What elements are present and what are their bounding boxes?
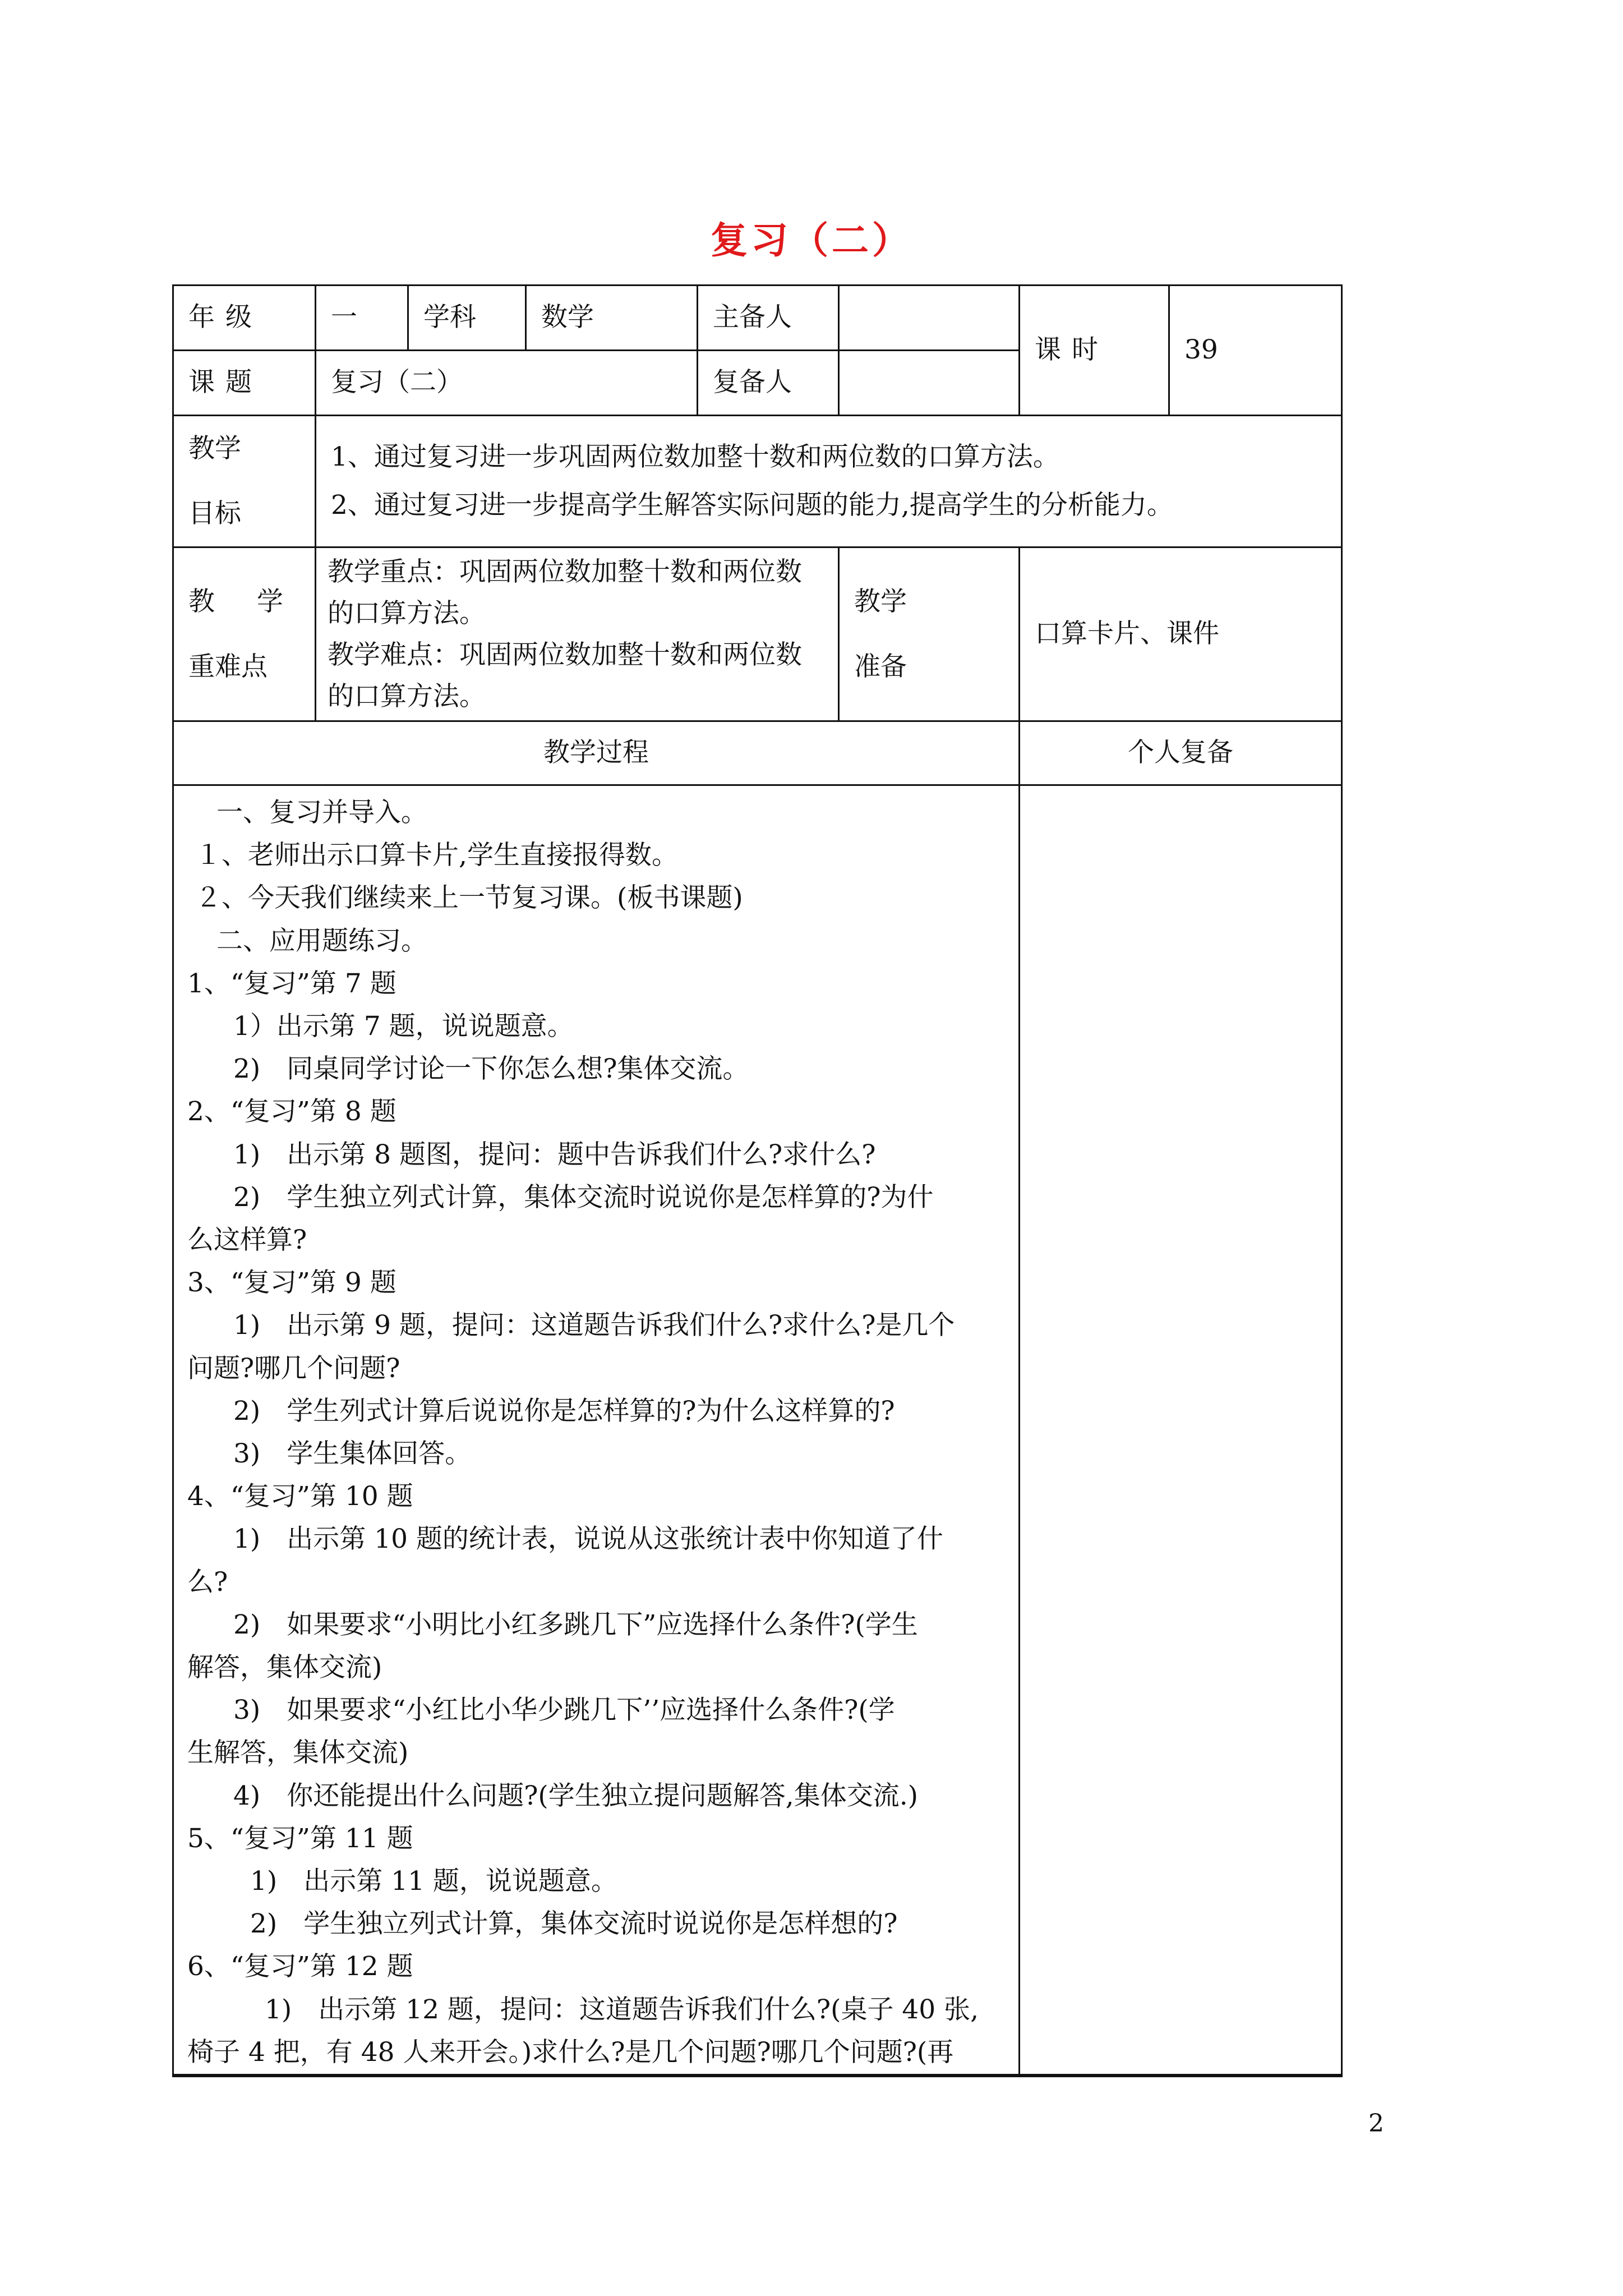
process-line: 5、“复习”第 11 题 bbox=[187, 1823, 413, 1854]
process-line: 4) 你还能提出什么问题?(学生独立提问题解答,集体交流.) bbox=[233, 1780, 918, 1811]
goal-item: 1、通过复习进一步巩固两位数加整十数和两位数的口算方法。 bbox=[331, 441, 1059, 472]
subject-value: 数学 bbox=[526, 286, 698, 351]
process-line: １、老师出示口算卡片,学生直接报得数。 bbox=[195, 840, 678, 871]
process-line: 6、“复习”第 12 题 bbox=[187, 1951, 413, 1982]
goals-content bbox=[316, 416, 1342, 547]
process-line: 一、复习并导入。 bbox=[216, 797, 427, 828]
key-points-label-line2: 重难点 bbox=[188, 651, 268, 682]
process-line: 1) 出示第 10 题的统计表，说说从这张统计表中你知道了什 bbox=[233, 1524, 943, 1555]
process-line: 2) 学生独立列式计算，集体交流时说说你是怎样想的? bbox=[250, 1908, 898, 1940]
grade-label: 年 级 bbox=[173, 286, 316, 351]
process-line: 3) 学生集体回答。 bbox=[233, 1438, 472, 1470]
process-header: 教学过程 bbox=[173, 721, 1020, 785]
process-line: 1) 出示第 11 题，说说题意。 bbox=[250, 1866, 617, 1897]
co-preparer-value bbox=[839, 351, 1020, 416]
process-line: 1、“复习”第 7 题 bbox=[187, 968, 396, 999]
process-line: 二、应用题练习。 bbox=[216, 925, 427, 956]
process-line: 生解答，集体交流) bbox=[187, 1737, 409, 1769]
key-point-line: 教学重点：巩固两位数加整十数和两位数 bbox=[328, 556, 802, 587]
process-line: 4、“复习”第 10 题 bbox=[187, 1481, 413, 1512]
process-line: 3) 如果要求“小红比小华少跳几下’’应选择什么条件?(学 bbox=[233, 1695, 895, 1726]
personal-header: 个人复备 bbox=[1020, 721, 1342, 785]
key-points-content bbox=[316, 547, 839, 721]
prep-label-line2: 准备 bbox=[854, 651, 907, 682]
process-content bbox=[173, 785, 1020, 2076]
process-line: ２、今天我们继续来上一节复习课。(板书课题) bbox=[195, 882, 743, 914]
process-line: 1) 出示第 8 题图，提问：题中告诉我们什么?求什么? bbox=[233, 1139, 876, 1170]
goals-label-line1: 教学 bbox=[188, 433, 241, 464]
process-line: 1) 出示第 9 题，提问：这道题告诉我们什么?求什么?是几个 bbox=[233, 1310, 955, 1341]
personal-notes bbox=[1020, 785, 1342, 2076]
topic-label: 课 题 bbox=[173, 351, 316, 416]
process-line: 解答，集体交流) bbox=[187, 1652, 382, 1683]
key-point-line: 的口算方法。 bbox=[328, 680, 486, 712]
prep-label bbox=[839, 547, 1020, 721]
goals-label bbox=[173, 416, 316, 547]
page-number: 2 bbox=[1368, 2109, 1384, 2138]
key-points-label-line1: 教 学 bbox=[188, 586, 300, 617]
key-points-label bbox=[173, 547, 316, 721]
process-line: 2) 学生独立列式计算，集体交流时说说你是怎样算的?为什 bbox=[233, 1181, 934, 1213]
goal-item: 2、通过复习进一步提高学生解答实际问题的能力,提高学生的分析能力。 bbox=[331, 490, 1173, 521]
process-line: 2) 学生列式计算后说说你是怎样算的?为什么这样算的? bbox=[233, 1395, 895, 1427]
process-line: 么这样算? bbox=[187, 1225, 307, 1256]
process-line: 2) 同桌同学讨论一下你怎么想?集体交流。 bbox=[233, 1053, 749, 1085]
lesson-plan-table bbox=[172, 284, 1343, 2077]
subject-label: 学科 bbox=[408, 286, 526, 351]
grade-value: 一 bbox=[316, 286, 408, 351]
process-line: 么? bbox=[187, 1566, 228, 1598]
key-point-line: 教学难点：巩固两位数加整十数和两位数 bbox=[328, 639, 802, 670]
topic-value: 复习（二） bbox=[316, 351, 698, 416]
process-line: 问题?哪几个问题? bbox=[187, 1352, 400, 1384]
main-preparer-value bbox=[839, 286, 1020, 351]
key-point-line: 的口算方法。 bbox=[328, 597, 486, 629]
lesson-value: 39 bbox=[1169, 286, 1342, 416]
process-line: 2) 如果要求“小明比小红多跳几下”应选择什么条件?(学生 bbox=[233, 1609, 918, 1640]
process-line: 1) 出示第 12 题，提问：这道题告诉我们什么?(桌子 40 张, bbox=[265, 1994, 979, 2025]
main-preparer-label: 主备人 bbox=[698, 286, 839, 351]
process-line: 椅子 4 把，有 48 人来开会。)求什么?是几个问题?哪几个问题?(再 bbox=[187, 2036, 954, 2068]
process-line: 1）出示第 7 题，说说题意。 bbox=[233, 1011, 574, 1042]
prep-label-line1: 教学 bbox=[854, 586, 907, 617]
lesson-label: 课 时 bbox=[1020, 286, 1169, 416]
page-title: 复习（二） bbox=[711, 219, 912, 262]
prep-value: 口算卡片、课件 bbox=[1020, 547, 1342, 721]
goals-label-line2: 目标 bbox=[188, 498, 241, 529]
process-line: 2、“复习”第 8 题 bbox=[187, 1096, 396, 1128]
process-line: 3、“复习”第 9 题 bbox=[187, 1267, 396, 1299]
co-preparer-label: 复备人 bbox=[698, 351, 839, 416]
